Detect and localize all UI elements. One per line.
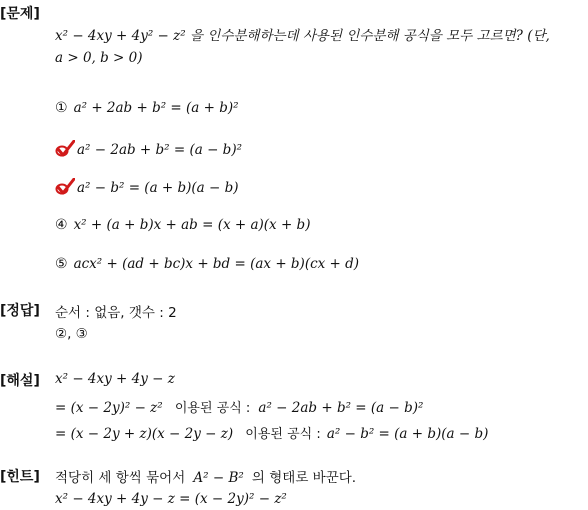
option-3[interactable]: [55, 178, 239, 196]
answer-label: [정답]: [0, 303, 40, 319]
problem-statement-line2: a > 0, b > 0): [55, 50, 143, 66]
option-formula: a² − b² = (a + b)(a − b): [77, 180, 239, 196]
option-formula: a² + 2ab + b² = (a + b)²: [73, 100, 239, 116]
answer-choices: ②, ③: [55, 326, 88, 342]
problem-statement-line1: x² − 4xy + 4y² − z² 을 인수분해하는데 사용된 인수분해 공식을 모두 고르면? (단,: [55, 28, 550, 44]
option-1[interactable]: [55, 100, 239, 116]
red-checkmark-icon: [55, 143, 77, 158]
option-marker: ⑤: [55, 256, 68, 272]
option-2[interactable]: [55, 140, 242, 158]
explanation-line2-formula: a² − 2ab + b² = (a − b)²: [258, 400, 424, 416]
explanation-line2: [55, 397, 423, 416]
explanation-line3: [55, 423, 488, 442]
option-formula: acx² + (ad + bc)x + bd = (ax + b)(cx + d): [73, 256, 360, 272]
explanation-line3-expression: = (x − 2y + z)(x − 2y − z): [55, 426, 234, 442]
explanation-line3-formula: a² − b² = (a + b)(a − b): [326, 426, 489, 442]
answer-order-count: 순서 : 없음, 갯수 : 2: [55, 305, 177, 321]
option-marker: ④: [55, 217, 68, 233]
hint-line1-math: A² − B²: [193, 470, 244, 486]
explanation-line1: x² − 4xy + 4y − z: [55, 371, 175, 387]
option-4[interactable]: [55, 217, 310, 233]
explanation-line2-expression: = (x − 2y)² − z²: [55, 400, 163, 416]
explanation-line2-formula-label: 이용된 공식 :: [174, 401, 251, 416]
hint-line1-text2: 의 형태로 바꾼다.: [251, 470, 357, 486]
explanation-label: [해설]: [0, 373, 40, 389]
red-checkmark-icon: [55, 181, 77, 196]
option-5[interactable]: [55, 256, 359, 272]
hint-label: [힌트]: [0, 469, 40, 485]
hint-line1: [55, 466, 356, 486]
option-formula: x² + (a + b)x + ab = (x + a)(x + b): [73, 217, 311, 233]
option-formula: a² − 2ab + b² = (a − b)²: [77, 142, 243, 158]
hint-line2: x² − 4xy + 4y − z = (x − 2y)² − z²: [55, 491, 287, 507]
problem-label: [문제]: [0, 6, 40, 22]
hint-line1-text: 적당히 세 항씩 묶어서: [55, 470, 186, 486]
explanation-line3-formula-label: 이용된 공식 :: [245, 427, 321, 442]
option-marker: ①: [55, 100, 68, 116]
